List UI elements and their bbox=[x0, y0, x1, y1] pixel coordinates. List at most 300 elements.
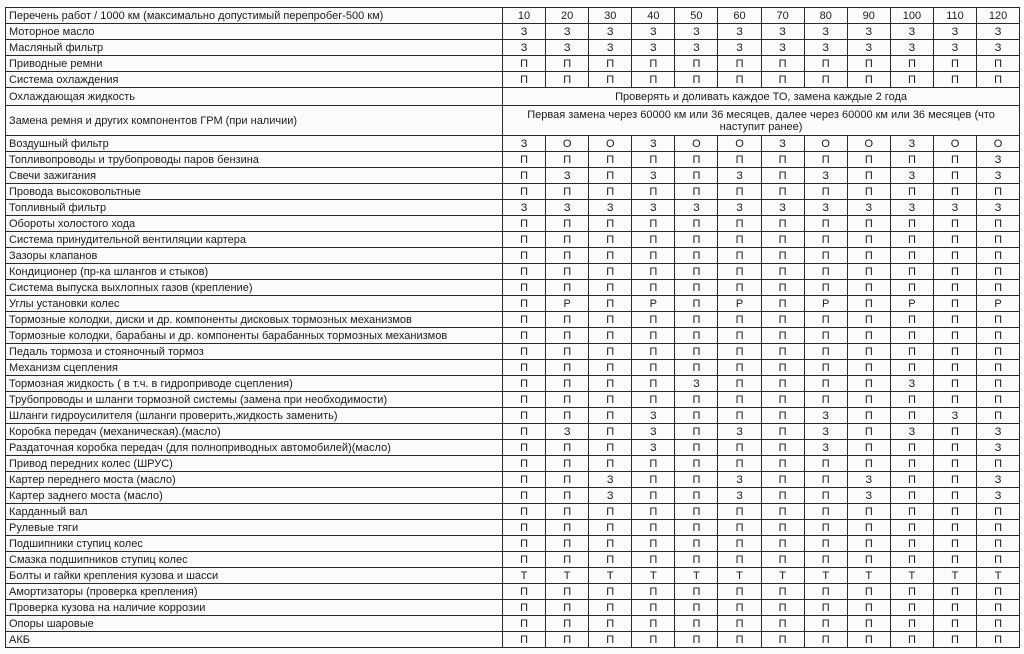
service-code-cell: П bbox=[675, 424, 718, 440]
service-code-cell: П bbox=[632, 280, 675, 296]
service-code-cell: О bbox=[933, 136, 976, 152]
service-code-cell: П bbox=[546, 504, 589, 520]
service-code-cell: П bbox=[718, 152, 761, 168]
service-code-cell: П bbox=[718, 392, 761, 408]
service-code-cell: П bbox=[589, 328, 632, 344]
service-code-cell: З bbox=[977, 488, 1020, 504]
service-code-cell: П bbox=[761, 472, 804, 488]
service-code-cell: П bbox=[890, 632, 933, 648]
service-code-cell: П bbox=[890, 616, 933, 632]
service-code-cell: П bbox=[890, 360, 933, 376]
service-code-cell: Р bbox=[890, 296, 933, 312]
service-code-cell: П bbox=[933, 520, 976, 536]
service-code-cell: П bbox=[761, 376, 804, 392]
service-code-cell: З bbox=[718, 424, 761, 440]
service-code-cell: П bbox=[632, 488, 675, 504]
table-row bbox=[6, 520, 1020, 536]
table-row bbox=[6, 136, 1020, 152]
service-code-cell: П bbox=[804, 632, 847, 648]
service-code-cell: П bbox=[933, 472, 976, 488]
service-code-cell: П bbox=[761, 456, 804, 472]
km-column-header: 40 bbox=[632, 8, 675, 24]
service-code-cell: П bbox=[675, 168, 718, 184]
service-code-cell: П bbox=[632, 312, 675, 328]
table-row bbox=[6, 600, 1020, 616]
service-code-cell: З bbox=[503, 136, 546, 152]
service-code-cell: П bbox=[761, 168, 804, 184]
service-code-cell: П bbox=[546, 216, 589, 232]
service-code-cell: П bbox=[761, 360, 804, 376]
work-item-label: Провода высоковольтные bbox=[6, 184, 503, 200]
service-code-cell: П bbox=[589, 440, 632, 456]
service-code-cell: Т bbox=[675, 568, 718, 584]
service-code-cell: П bbox=[890, 520, 933, 536]
table-row bbox=[6, 232, 1020, 248]
service-code-cell: П bbox=[718, 184, 761, 200]
service-code-cell: П bbox=[589, 56, 632, 72]
service-code-cell: П bbox=[675, 264, 718, 280]
service-code-cell: П bbox=[632, 152, 675, 168]
table-row bbox=[6, 552, 1020, 568]
table-row bbox=[6, 568, 1020, 584]
service-code-cell: Т bbox=[804, 568, 847, 584]
work-item-label: Смазка подшипников ступиц колес bbox=[6, 552, 503, 568]
service-code-cell: П bbox=[503, 584, 546, 600]
service-code-cell: П bbox=[761, 344, 804, 360]
service-code-cell: П bbox=[589, 72, 632, 88]
service-code-cell: П bbox=[804, 312, 847, 328]
service-code-cell: Т bbox=[589, 568, 632, 584]
work-item-label: Трубопроводы и шланги тормозной системы (замена при необходимости) bbox=[6, 392, 503, 408]
service-code-cell: З bbox=[589, 488, 632, 504]
service-code-cell: П bbox=[761, 56, 804, 72]
service-code-cell: П bbox=[847, 216, 890, 232]
service-code-cell: З bbox=[675, 40, 718, 56]
service-code-cell: П bbox=[977, 536, 1020, 552]
service-code-cell: П bbox=[632, 72, 675, 88]
service-code-cell: П bbox=[890, 472, 933, 488]
service-code-cell: П bbox=[546, 632, 589, 648]
service-code-cell: П bbox=[546, 536, 589, 552]
service-code-cell: П bbox=[546, 184, 589, 200]
service-code-cell: П bbox=[804, 152, 847, 168]
km-column-header: 10 bbox=[503, 8, 546, 24]
service-code-cell: П bbox=[804, 72, 847, 88]
service-code-cell: П bbox=[977, 216, 1020, 232]
service-code-cell: П bbox=[761, 440, 804, 456]
service-code-cell: П bbox=[546, 248, 589, 264]
table-row bbox=[6, 456, 1020, 472]
service-code-cell: П bbox=[675, 280, 718, 296]
service-code-cell: П bbox=[718, 584, 761, 600]
service-code-cell: П bbox=[890, 280, 933, 296]
service-code-cell: П bbox=[804, 344, 847, 360]
service-code-cell: Т bbox=[761, 568, 804, 584]
service-code-cell: П bbox=[675, 584, 718, 600]
service-code-cell: З bbox=[718, 488, 761, 504]
work-item-label: Педаль тормоза и стояночный тормоз bbox=[6, 344, 503, 360]
service-code-cell: П bbox=[804, 376, 847, 392]
service-code-cell: П bbox=[933, 216, 976, 232]
service-code-cell: З bbox=[632, 40, 675, 56]
work-item-label: Механизм сцепления bbox=[6, 360, 503, 376]
service-code-cell: П bbox=[804, 520, 847, 536]
service-code-cell: П bbox=[890, 440, 933, 456]
service-code-cell: П bbox=[977, 632, 1020, 648]
service-code-cell: П bbox=[977, 312, 1020, 328]
service-code-cell: П bbox=[632, 392, 675, 408]
service-code-cell: П bbox=[761, 280, 804, 296]
service-code-cell: П bbox=[503, 248, 546, 264]
service-code-cell: П bbox=[890, 408, 933, 424]
service-code-cell: П bbox=[847, 584, 890, 600]
service-code-cell: З bbox=[632, 168, 675, 184]
service-code-cell: П bbox=[546, 312, 589, 328]
service-code-cell: П bbox=[503, 232, 546, 248]
schedule-body bbox=[6, 24, 1020, 648]
service-code-cell: З bbox=[933, 200, 976, 216]
service-code-cell: П bbox=[977, 600, 1020, 616]
service-code-cell: П bbox=[933, 280, 976, 296]
service-code-cell: П bbox=[589, 552, 632, 568]
service-code-cell: П bbox=[632, 232, 675, 248]
service-code-cell: П bbox=[503, 408, 546, 424]
service-code-cell: П bbox=[632, 600, 675, 616]
service-code-cell: П bbox=[933, 536, 976, 552]
service-code-cell: П bbox=[847, 504, 890, 520]
service-code-cell: П bbox=[933, 248, 976, 264]
service-code-cell: З bbox=[718, 472, 761, 488]
service-code-cell: П bbox=[632, 472, 675, 488]
table-row bbox=[6, 376, 1020, 392]
table-row bbox=[6, 632, 1020, 648]
service-code-cell: П bbox=[675, 184, 718, 200]
service-code-cell: П bbox=[546, 232, 589, 248]
service-code-cell: О bbox=[589, 136, 632, 152]
service-code-cell: О bbox=[804, 136, 847, 152]
service-code-cell: П bbox=[761, 600, 804, 616]
service-code-cell: О bbox=[977, 136, 1020, 152]
table-row bbox=[6, 360, 1020, 376]
service-code-cell: П bbox=[977, 392, 1020, 408]
service-code-cell: П bbox=[589, 184, 632, 200]
schedule-note: Проверять и доливать каждое ТО, замена каждые 2 года bbox=[503, 88, 1020, 106]
service-code-cell: П bbox=[761, 584, 804, 600]
service-code-cell: Р bbox=[804, 296, 847, 312]
service-code-cell: П bbox=[804, 584, 847, 600]
service-code-cell: П bbox=[546, 392, 589, 408]
service-code-cell: П bbox=[847, 456, 890, 472]
service-code-cell: П bbox=[761, 504, 804, 520]
service-code-cell: З bbox=[847, 24, 890, 40]
table-row bbox=[6, 40, 1020, 56]
work-item-label: Топливопроводы и трубопроводы паров бензина bbox=[6, 152, 503, 168]
service-code-cell: З bbox=[632, 200, 675, 216]
service-code-cell: З bbox=[503, 40, 546, 56]
service-code-cell: Т bbox=[977, 568, 1020, 584]
service-code-cell: П bbox=[675, 456, 718, 472]
service-code-cell: П bbox=[632, 184, 675, 200]
work-item-label: Система выпуска выхлопных газов (крепление) bbox=[6, 280, 503, 296]
service-code-cell: З bbox=[546, 168, 589, 184]
km-column-header: 100 bbox=[890, 8, 933, 24]
service-code-cell: П bbox=[847, 152, 890, 168]
service-code-cell: П bbox=[761, 216, 804, 232]
service-code-cell: П bbox=[847, 440, 890, 456]
service-code-cell: З bbox=[890, 376, 933, 392]
service-code-cell: П bbox=[933, 584, 976, 600]
service-code-cell: П bbox=[675, 248, 718, 264]
service-code-cell: З bbox=[977, 472, 1020, 488]
service-code-cell: П bbox=[933, 456, 976, 472]
service-code-cell: З bbox=[632, 24, 675, 40]
service-code-cell: З bbox=[890, 136, 933, 152]
service-code-cell: П bbox=[546, 56, 589, 72]
service-code-cell: П bbox=[675, 488, 718, 504]
service-code-cell: П bbox=[675, 408, 718, 424]
service-code-cell: П bbox=[761, 488, 804, 504]
service-code-cell: П bbox=[761, 520, 804, 536]
work-item-label: АКБ bbox=[6, 632, 503, 648]
service-code-cell: П bbox=[933, 232, 976, 248]
service-code-cell: З bbox=[977, 152, 1020, 168]
km-column-header: 110 bbox=[933, 8, 976, 24]
service-code-cell: П bbox=[847, 408, 890, 424]
service-code-cell: П bbox=[589, 584, 632, 600]
service-code-cell: П bbox=[933, 344, 976, 360]
work-item-label: Тормозные колодки, диски и др. компоненты дисковых тормозных механизмов bbox=[6, 312, 503, 328]
service-code-cell: П bbox=[546, 152, 589, 168]
service-code-cell: П bbox=[804, 360, 847, 376]
service-code-cell: П bbox=[847, 616, 890, 632]
service-code-cell: П bbox=[675, 552, 718, 568]
table-row bbox=[6, 168, 1020, 184]
service-code-cell: З bbox=[847, 488, 890, 504]
service-code-cell: П bbox=[890, 216, 933, 232]
service-code-cell: З bbox=[675, 24, 718, 40]
service-code-cell: П bbox=[761, 424, 804, 440]
service-code-cell: П bbox=[977, 72, 1020, 88]
service-code-cell: П bbox=[503, 168, 546, 184]
service-code-cell: П bbox=[933, 424, 976, 440]
service-code-cell: П bbox=[632, 360, 675, 376]
maintenance-schedule-table bbox=[5, 7, 1020, 648]
table-row bbox=[6, 344, 1020, 360]
service-code-cell: З bbox=[546, 40, 589, 56]
service-code-cell: П bbox=[718, 456, 761, 472]
service-code-cell: П bbox=[933, 552, 976, 568]
service-code-cell: Р bbox=[632, 296, 675, 312]
work-item-label: Подшипники ступиц колес bbox=[6, 536, 503, 552]
service-code-cell: З bbox=[977, 200, 1020, 216]
table-row bbox=[6, 424, 1020, 440]
service-code-cell: П bbox=[589, 216, 632, 232]
service-code-cell: П bbox=[718, 312, 761, 328]
service-code-cell: П bbox=[847, 552, 890, 568]
service-code-cell: П bbox=[589, 264, 632, 280]
service-code-cell: З bbox=[804, 424, 847, 440]
service-code-cell: П bbox=[933, 168, 976, 184]
service-code-cell: П bbox=[933, 184, 976, 200]
service-code-cell: П bbox=[632, 56, 675, 72]
service-code-cell: П bbox=[977, 280, 1020, 296]
service-code-cell: П bbox=[847, 312, 890, 328]
table-row bbox=[6, 312, 1020, 328]
service-code-cell: П bbox=[890, 504, 933, 520]
service-code-cell: П bbox=[503, 360, 546, 376]
service-code-cell: П bbox=[632, 456, 675, 472]
km-column-header: 120 bbox=[977, 8, 1020, 24]
service-code-cell: П bbox=[675, 616, 718, 632]
header-row bbox=[6, 8, 1020, 24]
service-code-cell: П bbox=[589, 392, 632, 408]
work-item-label: Привод передних колес (ШРУС) bbox=[6, 456, 503, 472]
service-code-cell: П bbox=[804, 280, 847, 296]
service-code-cell: П bbox=[977, 376, 1020, 392]
service-code-cell: П bbox=[890, 232, 933, 248]
service-code-cell: П bbox=[804, 232, 847, 248]
service-code-cell: П bbox=[761, 152, 804, 168]
service-code-cell: П bbox=[503, 424, 546, 440]
work-item-label: Воздушный фильтр bbox=[6, 136, 503, 152]
service-code-cell: З bbox=[933, 40, 976, 56]
service-code-cell: П bbox=[804, 328, 847, 344]
service-code-cell: П bbox=[933, 616, 976, 632]
service-code-cell: П bbox=[589, 408, 632, 424]
service-code-cell: П bbox=[761, 536, 804, 552]
work-item-label: Карданный вал bbox=[6, 504, 503, 520]
service-code-cell: П bbox=[632, 504, 675, 520]
service-code-cell: П bbox=[847, 72, 890, 88]
table-row bbox=[6, 24, 1020, 40]
service-code-cell: П bbox=[546, 600, 589, 616]
service-code-cell: З bbox=[890, 40, 933, 56]
service-code-cell: П bbox=[977, 328, 1020, 344]
table-row bbox=[6, 472, 1020, 488]
service-code-cell: З bbox=[503, 200, 546, 216]
service-code-cell: П bbox=[977, 232, 1020, 248]
service-code-cell: П bbox=[933, 360, 976, 376]
km-column-header: 30 bbox=[589, 8, 632, 24]
service-code-cell: П bbox=[847, 376, 890, 392]
table-row bbox=[6, 536, 1020, 552]
service-code-cell: З bbox=[847, 40, 890, 56]
service-code-cell: П bbox=[546, 472, 589, 488]
work-item-label: Опоры шаровые bbox=[6, 616, 503, 632]
service-code-cell: З bbox=[761, 24, 804, 40]
service-code-cell: П bbox=[503, 504, 546, 520]
work-item-label: Болты и гайки крепления кузова и шасси bbox=[6, 568, 503, 584]
work-item-label: Замена ремня и других компонентов ГРМ (при наличии) bbox=[6, 106, 503, 136]
service-code-cell: З bbox=[718, 40, 761, 56]
service-code-cell: П bbox=[890, 56, 933, 72]
service-code-cell: З bbox=[675, 376, 718, 392]
service-code-cell: П bbox=[546, 440, 589, 456]
service-code-cell: П bbox=[675, 344, 718, 360]
service-code-cell: О bbox=[718, 136, 761, 152]
service-code-cell: П bbox=[977, 520, 1020, 536]
service-code-cell: П bbox=[589, 280, 632, 296]
service-code-cell: П bbox=[675, 472, 718, 488]
service-code-cell: П bbox=[804, 184, 847, 200]
service-code-cell: П bbox=[804, 264, 847, 280]
service-code-cell: З bbox=[977, 440, 1020, 456]
service-code-cell: П bbox=[589, 152, 632, 168]
table-row bbox=[6, 504, 1020, 520]
km-column-header: 70 bbox=[761, 8, 804, 24]
service-code-cell: П bbox=[761, 248, 804, 264]
service-code-cell: Р bbox=[977, 296, 1020, 312]
service-code-cell: П bbox=[847, 536, 890, 552]
service-code-cell: П bbox=[718, 360, 761, 376]
service-code-cell: П bbox=[933, 312, 976, 328]
service-code-cell: П bbox=[718, 632, 761, 648]
table-row bbox=[6, 328, 1020, 344]
service-code-cell: П bbox=[503, 488, 546, 504]
service-code-cell: П bbox=[804, 56, 847, 72]
service-code-cell: П bbox=[804, 392, 847, 408]
service-code-cell: П bbox=[589, 424, 632, 440]
service-code-cell: Т bbox=[933, 568, 976, 584]
table-row bbox=[6, 200, 1020, 216]
service-code-cell: П bbox=[675, 440, 718, 456]
service-code-cell: П bbox=[804, 552, 847, 568]
service-code-cell: Т bbox=[847, 568, 890, 584]
service-code-cell: П bbox=[718, 56, 761, 72]
service-code-cell: П bbox=[804, 472, 847, 488]
service-code-cell: П bbox=[977, 360, 1020, 376]
service-code-cell: З bbox=[804, 168, 847, 184]
service-code-cell: П bbox=[546, 264, 589, 280]
service-code-cell: П bbox=[847, 328, 890, 344]
service-code-cell: П bbox=[503, 152, 546, 168]
service-code-cell: З bbox=[718, 168, 761, 184]
service-code-cell: З bbox=[804, 200, 847, 216]
work-item-label: Шланги гидроусилителя (шланги проверить,жидкость заменить) bbox=[6, 408, 503, 424]
service-code-cell: П bbox=[718, 344, 761, 360]
service-code-cell: П bbox=[933, 72, 976, 88]
service-code-cell: Т bbox=[718, 568, 761, 584]
table-row bbox=[6, 616, 1020, 632]
service-code-cell: П bbox=[718, 600, 761, 616]
work-item-label: Рулевые тяги bbox=[6, 520, 503, 536]
service-code-cell: П bbox=[933, 440, 976, 456]
service-code-cell: П bbox=[632, 632, 675, 648]
service-code-cell: З bbox=[589, 472, 632, 488]
service-code-cell: З bbox=[847, 472, 890, 488]
service-code-cell: О bbox=[546, 136, 589, 152]
service-code-cell: З bbox=[804, 408, 847, 424]
service-code-cell: П bbox=[718, 376, 761, 392]
service-code-cell: З bbox=[761, 200, 804, 216]
work-item-label: Свечи зажигания bbox=[6, 168, 503, 184]
service-code-cell: П bbox=[890, 72, 933, 88]
service-code-cell: П bbox=[977, 408, 1020, 424]
service-code-cell: П bbox=[847, 520, 890, 536]
service-code-cell: П bbox=[761, 312, 804, 328]
service-code-cell: П bbox=[546, 616, 589, 632]
service-code-cell: П bbox=[847, 232, 890, 248]
service-code-cell: П bbox=[761, 264, 804, 280]
table-row bbox=[6, 488, 1020, 504]
table-row bbox=[6, 408, 1020, 424]
service-code-cell: З bbox=[546, 424, 589, 440]
service-code-cell: П bbox=[718, 552, 761, 568]
service-code-cell: П bbox=[546, 488, 589, 504]
service-code-cell: П bbox=[847, 264, 890, 280]
service-code-cell: П bbox=[546, 344, 589, 360]
service-code-cell: П bbox=[503, 344, 546, 360]
